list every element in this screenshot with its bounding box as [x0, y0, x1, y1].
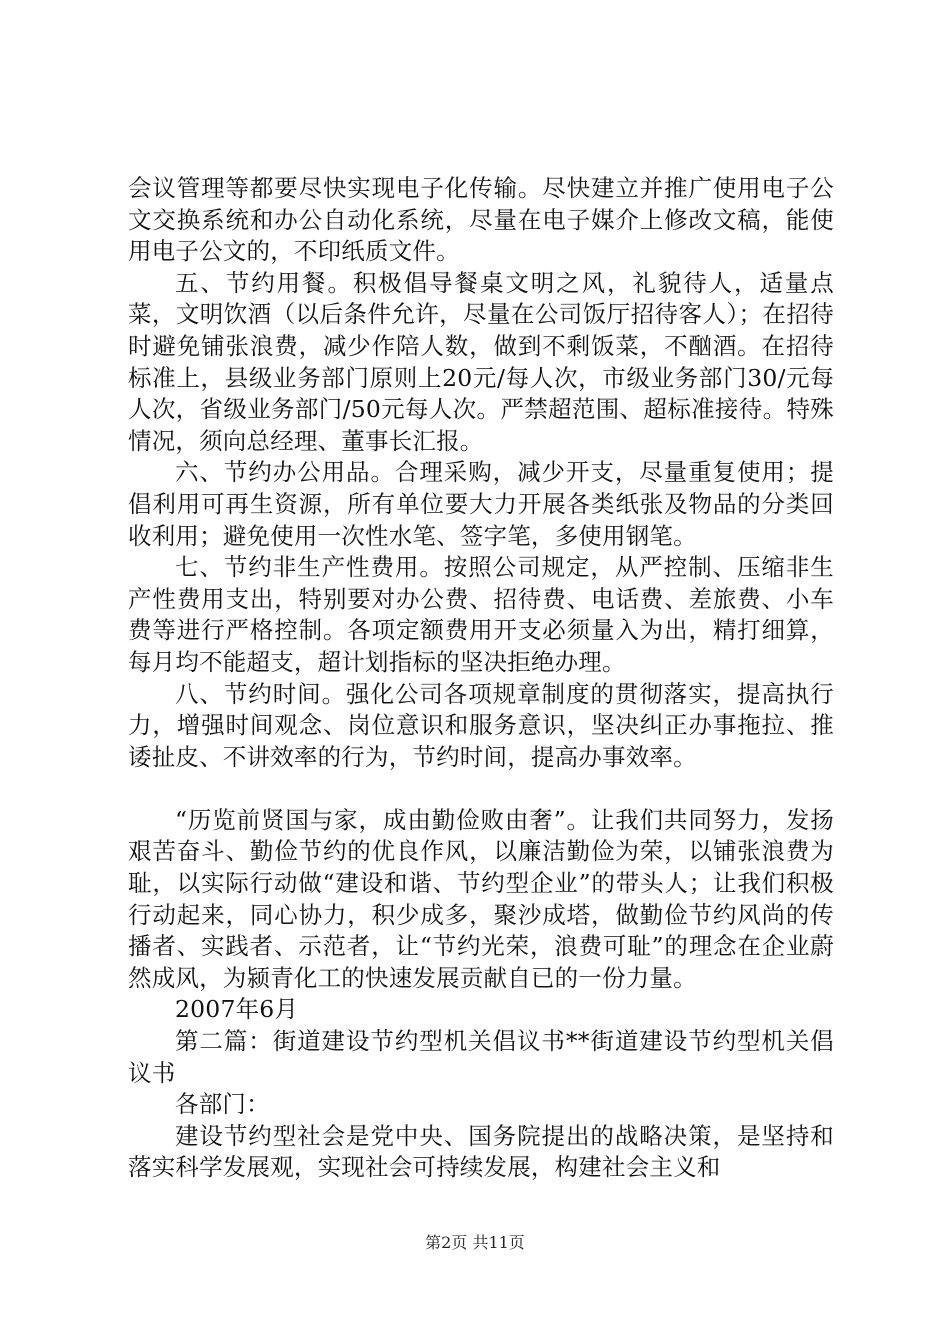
- document-body: [128, 173, 834, 1184]
- paragraph-item-eight: 八、节约时间。强化公司各项规章制度的贯彻落实，提高执行力，增强时间观念、岗位意识和服务意识，坚决纠正办事拖拉、推诿扯皮、不讲效率的行为，节约时间，提高办事效率。: [128, 679, 834, 771]
- paragraph-intro-continuation: 会议管理等都要尽快实现电子化传输。尽快建立并推广使用电子公文交换系统和办公自动化系统，尽量在电子媒介上修改文稿，能使用电子公文的，不印纸质文件。: [128, 174, 834, 266]
- paragraph-date: 2007年6月: [175, 995, 299, 1024]
- paragraph-item-six: 六、节约办公用品。合理采购，减少开支，尽量重复使用；提倡利用可再生资源，所有单位要大力开展各类纸张及物品的分类回收利用；避免使用一次性水笔、签字笔，多使用钢笔。: [128, 458, 834, 550]
- page-footer: 第2页 共11页: [425, 1233, 525, 1252]
- paragraph-second-title: 第二篇：街道建设节约型机关倡议书**街道建设节约型机关倡议书: [128, 1027, 834, 1087]
- paragraph-salutation: 各部门：: [175, 1090, 270, 1119]
- paragraph-item-five: 五、节约用餐。积极倡导餐桌文明之风，礼貌待人，适量点菜，文明饮酒（以后条件允许，尽量在公司饭厅招待客人）；在招待时避免铺张浪费，减少作陪人数，做到不剩饭菜，不酗酒。在招待标准上，县级业务部门原则上20元/每人次，市级业务部门30/元每人次，省级业务部门/50元每人次。严禁超范围、超标准接待。特殊情况，须向总经理、董事长汇报。: [128, 268, 834, 455]
- paragraph-gap: [128, 773, 834, 805]
- paragraph-item-seven: 七、节约非生产性费用。按照公司规定，从严控制、压缩非生产性费用支出，特别要对办公费、招待费、电话费、差旅费、小车费等进行严格控制。各项定额费用开支必须量入为出，精打细算，每月均不能超支，超计划指标的坚决拒绝办理。: [128, 553, 834, 676]
- paragraph-second-body: 建设节约型社会是党中央、国务院提出的战略决策，是坚持和落实科学发展观，实现社会可持续发展，构建社会主义和: [128, 1121, 834, 1182]
- paragraph-closing-appeal: “历览前贤国与家，成由勤俭败由奢”。让我们共同努力，发扬艰苦奋斗、勤俭节约的优良作风，以廉洁勤俭为荣，以铺张浪费为耻，以实际行动做“建设和谐、节约型企业”的带头人；让我们积极行动起来，同心协力，积少成多，聚沙成塔，做勤俭节约风尚的传播者、实践者、示范者，让“节约光荣，浪费可耻”的理念在企业蔚然成风，为颍青化工的快速发展贡献自已的一份力量。: [128, 805, 834, 992]
